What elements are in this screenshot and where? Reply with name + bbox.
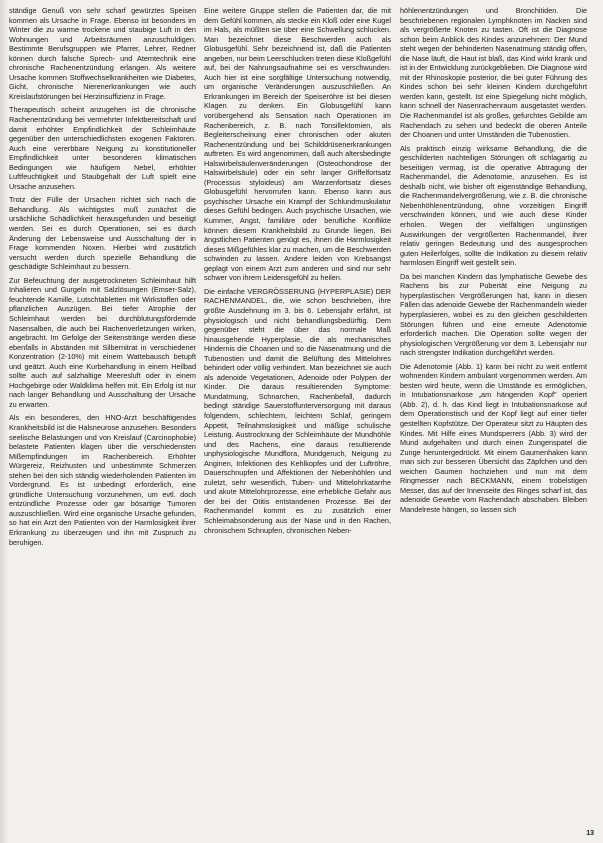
paragraph: Als praktisch einzig wirksame Behandlung, die die geschilderten nachteiligen Störungen oft schlagartig zu beseitigen vermag, ist die operative Abtragung der Rachenmandel, die Adenotomie, anzusehen. Es ist deshalb nicht, wie bisher oft eigenständige Behandlung, die Rachenmandelvergrößerung, wie z. B. die chronische Nebenhöhlenentzündung, ohne vorzeitigen Eingriff verschwinden können, und wie auch diese Kinder erholen. Wegen der vielfältigen ungünstigen Auswirkungen der vergrößerten Rachenmandel, ihrer relativ geringen Bedeutung und des ausgesprochen guten Heilerfolges, sollte die Indikation zu diesem relativ harmlosen Eingriff weit gestellt sein. — [400, 143, 587, 268]
paragraph: Da bei manchen Kindern das lymphatische Gewebe des Rachens bis zur Pubertät eine Neigung zu hyperplastischen Vergrößerungen hat, kann in diesen Fällen das adenoide Gewebe der Rachenmandeln wieder hyperplasieren, wobei es zu den gleichen geschilderten Störungen führen und eine erneute Adenotomie erforderlich machen. Die Operation sollte wegen der physiologischen Vergrößerung vor dem 3. Lebensjahr nur nach strengster Indikation durchgeführt werden. — [400, 271, 587, 358]
page-number: 13 — [586, 830, 594, 837]
paragraph: höhlenentzündungen und Bronchitiden. Die beschriebenen regionalen Lymphknoten im Nacken sind als vergrößerte Knoten zu tasten. Oft ist die Diagnose schon beim Anblick des Kindes anzunehmen: Der Mund steht wegen der behinderten Nasenatmung ständig offen, die Nase läuft, die Haut ist blaß, das Kind wirkt krank und ist in der Entwicklung zurückgeblieben. Die Diagnose wird mit der Rhinoskopie posterior, die bei guter Führung des Kindes schon bei sehr kleinen Kindern durchgeführt werden kann, gestellt. Ist eine Spiegelung nicht möglich, kann schnell der Nasenrachenraum ausgetastet werden. Die Rachenmandel ist als großes, gefurchtes Gebilde am Rachendach zu sehen und bedeckt die oberen Anteile der Choanen und unter Umständen die Tubenostien. — [400, 6, 587, 140]
text-column-middle — [204, 6, 391, 539]
paragraph: Trotz der Fülle der Ursachen richtet sich nach die Behandlung. Als wichtigstes muß zunächst die ursächliche Schädlichkeit herausgefunden und beseitigt werden. Sei es durch Operationen, sei es durch Änderung der Lebensweise und Ausschaltung der in Frage kommenden Noxen. Hierbei wird zusätzlich versucht werden durch spezielle Behandlung die geschädigte Schleimhaut zu bessern. — [9, 195, 196, 272]
text-column-left — [9, 6, 196, 551]
paragraph: ständige Genuß von sehr scharf gewürztes Speisen kommen als Ursache in Frage. Ebenso ist besonders im Winter die zu warme trockene und staubige Luft in den Wohnungen und Arbeitsräumen anzuschuldigen. Bestimmte Berufsgruppen wie Pfarrer, Lehrer, Redner können durch falsche Sprech- und Atemtechnik eine chronische Rachenentzündung erlangen. Als weitere Ursache kommen Stoffwechselkrankheiten wie Diabetes, Gicht, chronische Nierenerkrankungen wie auch Kreislaufstörungen bei Herzinsuffizienz in Frage. — [9, 6, 196, 101]
text-column-right — [400, 6, 587, 518]
paragraph: Zur Befeuchtung der ausgetrockneten Schleimhaut hilft Inhalieren und Gurgeln mit Salzlösungen (Emser-Salz), feuchtende Kamille, Lutschtabletten mit Wirkstoffen oder pflanzlichen Auszügen. Bei tiefer Atrophie der Schleimhaut werden bei durchblutungsfördernde Nasensalben, die auch bei Rachenverletzungen wirken, angebracht. Im Gefolge der Seitenstränge werden diese ebenfalls in Abständen mit Silbernitrat in verschiedener Konzentration (2-10%) mit einem Wattebausch betupft und geätzt. Auch eine Kurbehandlung in einem Heilbad sollte auch auf salzhaltige Meeresluft oder in einem Hochgebirge oder Waldklima helfen mit. Ein Erfolg ist nur nach langer Behandlung und Ausschaltung der Ursache zu erwarten. — [9, 275, 196, 409]
paragraph: Eine weitere Gruppe stellen die Patienten dar, die mit dem Gefühl kommen, als stecke ein Kloß oder eine Kugel im Hals, als müßten sie über eine Schwellung schlucken. Man bezeichnet diese Beschwerden auch als Globusgefühl. Sehr bezeichnend ist, daß die Patienten angeben, nur beim Leerschlucken treten diese Kloßgefühl auf, bei der Nahrungsaufnahme sei es verschwunden. Auch hier ist eine sorgfältige Untersuchung notwendig, um organische Veränderungen auszuschließen. An Erkrankungen im Bereich der Speiseröhre ist bei diesen Klagen zu denken. Ein Globusgefühl kann vorübergehend als Sensation nach Operationen im Rachenbereich, z. B. nach Tonsillektomien, als Begleiterscheinung einer chronischen oder akuten Rachenentzündung und bei Schilddrüsenerkrankungen auftreten. Es wird angenommen, daß auch altersbedingte Halswirbelsäulenveränderungen (Osteochondrose der Halswirbelsäule) oder ein sehr langer Griffelfortsatz (Processus styloideus) am Warzenfortsatz dieses Globusgefühl hervorrufen kann. Ebenso kann aus psychischer Ursache ein Krampf der Schlundmuskulatur dieses Gefühl bedingen. Auch psychische Ursachen, wie Kummer, Angst, familiäre oder berufliche Konflikte können diesem Krankheitsbild zu Grunde liegen. Bei ängstlichen Patienten genügt es, ihnen die Harmlosigkeit dieses Mißgefühles klar zu machen, um die Beschwerden schwinden zu lassen. Andere leiden von Krebsangst geplagt von einem Arzt zum anderen und sind nur sehr schwer von ihrem Leidensgefühl zu heilen. — [204, 6, 391, 283]
scan-shadow — [0, 0, 8, 843]
paragraph: Die Adenotomie (Abb. 1) kann bei nicht zu weit entfernt wohnenden Kindern ambulant vorgenommen werden. Am besten wird heute, wenn die Umstände es ermöglichen, in Intubationsnarkose „am hängenden Kopf" operiert (Abb. 2), d. h. das Kind liegt in Intubationsnarkose auf dem Operationstisch und der Kopf liegt auf einer tiefer gestellten Kopfstütze. Der Operateur sitzt zu Häupten des Kindes. Mit Hilfe eines Mundsperrers (Abb. 3) wird der Mund aufgehalten und durch einen Zungenspatel die Zunge heruntergedrückt. Mit einem Gaumenhaken kann man sich zur besseren Übersicht das Zäpfchen und den weichen Gaumen hochziehen und nun mit dem Ringmesser nach BECKMANN, einem trobelstigen Messer, das auf der Innenseite des Ringes scharf ist, das adenoide Gewebe vom Rachendach abschaben. Bleiben Mandelreste hängen, so lassen sich — [400, 361, 587, 514]
paragraph: Die einfache VERGRÖSSERUNG (HYPERPLASIE) DER RACHENMANDEL, die, wie schon beschrieben, ihre größte Ausdehnung im 3. bis 6. Lebensjahr erfährt, ist physiologisch und nicht behandlungsbedürftig. Dem gegenüber steht die über das normale Maß hinausgehende Hyperplasie, die als mechanisches Hindernis die Choanen und so die Nasenatmung und die Tubenostien und damit die Belüftung des Mittelohres behindert oder völlig verhindert. Man bezeichnet sie auch als adenoide Vegetationen, Adenoide oder Polypen der Kinder. Die daraus resultierenden Symptome: Mundatmung, Schnarchen, Rachenbefall, dadurch bedingt ständige Sauerstoffunterversorgung mit daraus folgendem, schlechtem, leichtem Schlaf, geringem Appetit, Teilnahmslosigkeit und mäßige schulische Leistung. Austrocknung der Schleimhäute der Mundhöhle und des Rachens, eine daraus resultierende unphysiologische Mundflora, Mundgeruch, Neigung zu Anginen, Infektionen des Kehlkopfes und der Luftröhre, Dauerschnupfen und Affektionen der Nebenhöhlen und zuletzt, sehr wesentlich, Tuben- und Mittelohrkatarrhe und akute Mittelohrprozesse, eine erhebliche Gefahr aus der bei der Otitis entstandenen Prozesse. Bei der Rachenmandel kommt es zu zusätzlich einer Schleimabsonderung aus der Nase und in den Rachen, chronischem Schnupfen, chronischen Neben- — [204, 286, 391, 535]
paragraph: Als ein besonderes, den HNO-Arzt beschäftigendes Krankheitsbild ist die Halsneurose anzusehen. Besonders seelische Belastungen und von Kreislauf (Carcinophobie) belastete Patienten klagen über die verschiedensten Mißempfindungen im Rachenbereich. Erhöhter Würgereiz, Reizhusten und unbestimmte Schmerzen stehen bei den sich ständig wiederholenden Patienten im Vordergrund. Es ist unbedingt erforderlich, eine gründliche Untersuchung vorzunehmen, um evtl. doch entzündliche Prozesse oder gar bösartige Tumoren auszuschließen. Wird eine organische Ursache gefunden, so hat ein Arzt den Patienten von der Harmlosigkeit ihrer Erkrankung zu überzeugen und ihn mit Zuspruch zu beruhigen. — [9, 413, 196, 547]
paragraph: Therapeutisch scheint anzugehen ist die chronische Rachenentzündung bei vermehrter Infektbereitschaft und damit erhöhter Empfindlichkeit der Schleimhäute gegenüber den unterschiedlichsten exogenen Faktoren. Auch eine vererbbare Neigung zu konstitutioneller Empfindlichkeit unter besonderen klimatischen Bedingungen wie häufigem Nebel, erhöhter Luftfeuchtigkeit und Staubgehalt der Luft spielt eine Ursache anzusehen. — [9, 105, 196, 191]
